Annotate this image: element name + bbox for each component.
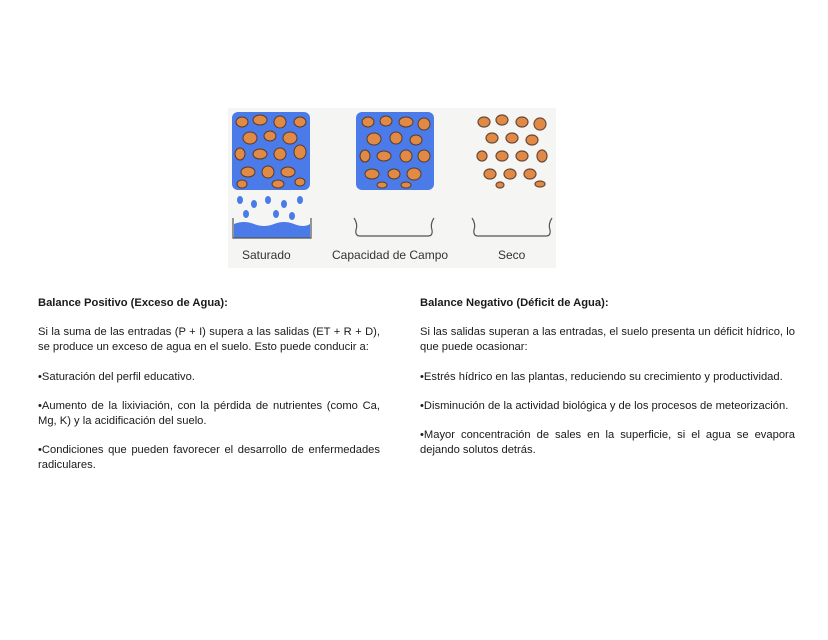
positive-balance-heading: Balance Positivo (Exceso de Agua): [38,297,228,309]
negative-balance-intro: Si las salidas superan a las entradas, el suelo presenta un déficit hídrico, lo que puede ocasionar: [420,326,795,354]
empty-tray-icon [352,216,436,240]
caption-field-capacity: Capacidad de Campo [332,248,449,262]
positive-balance-section [38,296,380,488]
positive-bullet: •Aumento de la lixiviación, con la pérdida de nutrientes (como Ca, Mg, K) y la acidificación del suelo. [38,399,380,428]
negative-balance-section [420,296,795,472]
soil-particles-icon [232,112,310,190]
drip-tray-icon [232,194,312,240]
saturated-soil-block [232,112,310,190]
soil-particles-icon [474,112,552,190]
positive-bullet: •Condiciones que pueden favorecer el desarrollo de enfermedades radiculares. [38,444,380,472]
negative-bullet: •Mayor concentración de sales en la superficie, si el agua se evapora dejando solutos detrás. [420,429,795,457]
negative-balance-heading: Balance Negativo (Déficit de Agua): [420,297,609,309]
positive-balance-intro: Si la suma de las entradas (P + I) supera a las salidas (ET + R + D), se produce un exceso de agua en el suelo. Esto puede conducir a: [38,326,380,354]
caption-dry: Seco [498,248,526,262]
soil-water-states-figure [228,108,556,268]
dry-soil-block [474,112,552,190]
empty-tray-icon [470,216,554,240]
soil-particles-icon [356,112,434,190]
field-capacity-soil-block [356,112,434,190]
negative-bullet: •Disminución de la actividad biológica y de los procesos de meteorización. [420,399,789,412]
positive-bullet: •Saturación del perfil educativo. [38,370,195,383]
caption-saturated: Saturado [242,248,291,262]
negative-bullet: •Estrés hídrico en las plantas, reduciendo su crecimiento y productividad. [420,370,783,383]
